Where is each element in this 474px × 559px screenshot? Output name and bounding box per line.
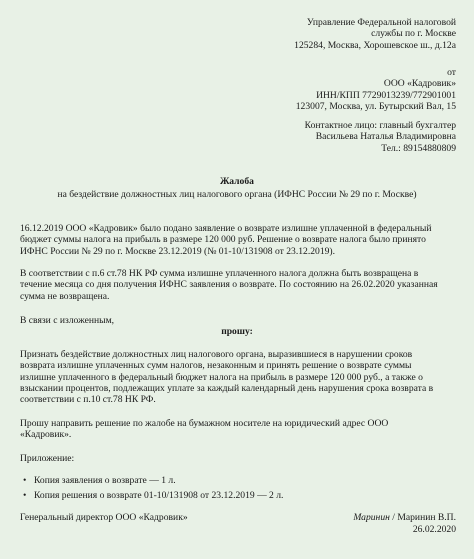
text-line: Признать бездействие должностных лиц налогового органа, выразившиеся в нарушении сроков bbox=[20, 349, 413, 360]
addressee-line: Управление Федеральной налоговой bbox=[306, 17, 456, 28]
sender-block bbox=[296, 67, 456, 112]
text-line: сумма не возвращена. bbox=[20, 290, 110, 302]
sender-name: ООО «Кадровик» bbox=[383, 78, 456, 90]
text-line: бюджет суммы налога на прибыль в размере 120 000 руб. Решение о возврате налога было принято bbox=[20, 234, 426, 246]
list-item: • Копия заявления о возврате — 1 л. bbox=[20, 475, 283, 486]
paragraph-delivery bbox=[20, 418, 456, 441]
contact-name: Васильева Наталья Владимировна bbox=[315, 131, 456, 143]
text-line: соответствии с п.10 ст.78 НК РФ. bbox=[20, 394, 156, 406]
addressee-line: службы по г. Москве bbox=[371, 28, 456, 40]
attachments-list bbox=[20, 475, 283, 506]
paragraph-law bbox=[20, 268, 456, 302]
text-line: 16.12.2019 ООО «Кадровик» было подано заявление о возврате излишне уплаченной в федеральный bbox=[20, 223, 432, 234]
attachments-label: Приложение: bbox=[20, 453, 75, 464]
signatory-position: Генеральный директор ООО «Кадровик» bbox=[20, 512, 188, 523]
from-label: от bbox=[447, 67, 456, 78]
text-line: «Кадровик». bbox=[20, 429, 72, 441]
addressee-block bbox=[294, 17, 456, 51]
text-line: Прошу направить решение по жалобе на бумажном носителе на юридический адрес ООО bbox=[20, 418, 389, 429]
signature-block bbox=[353, 512, 456, 523]
signatory-name: Маринин В.П. bbox=[397, 512, 456, 523]
list-item: • Копия решения о возврате 01-10/131908 от 23.12.2019 — 2 л. bbox=[20, 490, 283, 501]
sender-inn-kpp: ИНН/КПП 7729013239/772901001 bbox=[316, 89, 456, 101]
contact-phone: Тел.: 89154880809 bbox=[381, 142, 456, 154]
document-subtitle: на бездействие должностных лиц налогового органа (ИФНС России № 29 по г. Москве) bbox=[57, 189, 417, 200]
signature-separator: / bbox=[389, 512, 398, 523]
document-date: 26.02.2020 bbox=[412, 524, 456, 535]
paragraph-facts bbox=[20, 223, 456, 257]
contact-block bbox=[305, 120, 456, 154]
addressee-address: 125284, Москва, Хорошевское ш., д.12а bbox=[294, 39, 456, 51]
text-line: ИФНС России № 29 по г. Москве 23.12.2019 (№ 01-10/131908 от 23.12.2019). bbox=[20, 245, 336, 257]
text-line: возврата излишне уплаченных сумм налогов, незаконным и принять решение о возврате суммы bbox=[20, 360, 412, 372]
text-line: излишне уплаченного в федеральный бюджет налога на прибыль в размере 120 000 руб., а также о bbox=[20, 371, 423, 383]
request-heading: прошу: bbox=[221, 326, 253, 337]
paragraph-intro: В связи с изложенным, bbox=[20, 315, 115, 326]
text-line: течение месяца со дня получения ИФНС заявления о возврате. По состоянию на 26.02.2020 указанная bbox=[20, 279, 438, 291]
handwritten-signature: Маринин bbox=[353, 512, 390, 523]
text-line: взыскании процентов, подлежащих уплате за каждый календарный день нарушения срока возврата в bbox=[20, 382, 434, 394]
text-line: В соответствии с п.6 ст.78 НК РФ сумма излишне уплаченного налога должна быть возвращена в bbox=[20, 268, 419, 279]
paragraph-request bbox=[20, 349, 456, 406]
document-title: Жалоба bbox=[220, 176, 254, 187]
contact-role: Контактное лицо: главный бухгалтер bbox=[304, 120, 456, 131]
sender-address: 123007, Москва, ул. Бутырский Вал, 15 bbox=[295, 100, 456, 112]
